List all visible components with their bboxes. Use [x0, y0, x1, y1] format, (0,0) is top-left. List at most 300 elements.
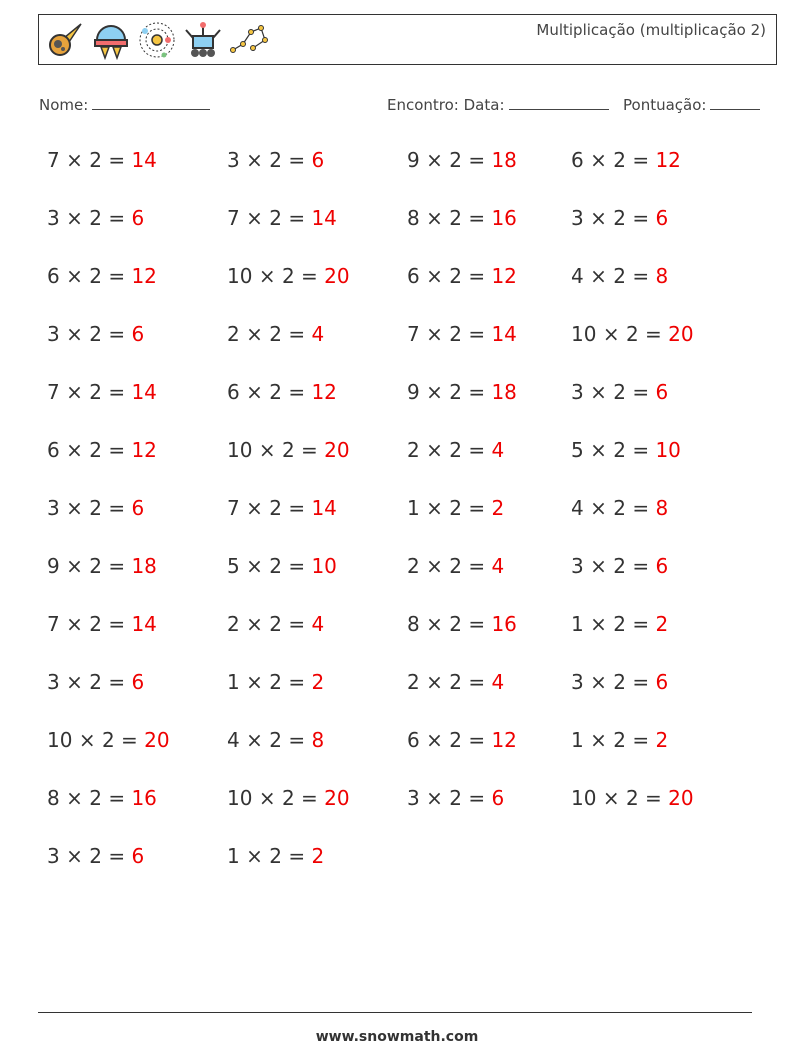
rover-robot-icon — [183, 20, 223, 60]
problem-question: 5 — [571, 438, 584, 462]
problem-question: 10 — [227, 264, 253, 288]
problem-answer: 12 — [131, 438, 157, 462]
problem-multiplier: 2 — [613, 496, 626, 520]
times-sign: × — [426, 148, 443, 172]
problem-item — [47, 786, 157, 810]
problem-item — [47, 612, 157, 636]
times-sign: × — [426, 206, 443, 230]
equals-sign: = — [108, 496, 126, 520]
times-sign: × — [246, 844, 263, 868]
problem-answer: 18 — [491, 380, 517, 404]
problem-item — [47, 264, 157, 288]
orbit-icon — [137, 20, 177, 60]
problem-item — [227, 206, 337, 230]
problem-question: 1 — [571, 612, 584, 636]
problem-multiplier: 2 — [269, 554, 282, 578]
problem-question: 7 — [47, 380, 60, 404]
problem-item — [571, 322, 694, 346]
problem-item — [47, 554, 157, 578]
problem-answer: 8 — [655, 264, 669, 288]
problem-answer: 10 — [311, 554, 337, 578]
times-sign: × — [66, 786, 83, 810]
equals-sign: = — [632, 206, 650, 230]
equals-sign: = — [288, 554, 306, 578]
problem-answer: 18 — [131, 554, 157, 578]
constellation-icon — [229, 20, 269, 60]
problem-item — [47, 438, 157, 462]
times-sign: × — [246, 670, 263, 694]
problem-item — [571, 670, 668, 694]
equals-sign: = — [468, 206, 486, 230]
equals-sign: = — [632, 380, 650, 404]
problem-item — [571, 264, 668, 288]
problem-item — [407, 438, 504, 462]
problem-multiplier: 2 — [613, 670, 626, 694]
problem-item — [571, 612, 668, 636]
problem-question: 7 — [47, 148, 60, 172]
problem-multiplier: 2 — [281, 786, 295, 810]
problem-multiplier: 2 — [269, 322, 282, 346]
problem-multiplier: 2 — [449, 264, 462, 288]
equals-sign: = — [108, 264, 126, 288]
problem-answer: 14 — [311, 206, 337, 230]
problem-answer: 14 — [131, 380, 157, 404]
problem-question: 7 — [227, 496, 240, 520]
equals-sign: = — [108, 380, 126, 404]
problem-answer: 2 — [655, 612, 669, 636]
problem-question: 5 — [227, 554, 240, 578]
times-sign: × — [426, 670, 443, 694]
equals-sign: = — [108, 206, 126, 230]
times-sign: × — [590, 380, 607, 404]
problem-multiplier: 2 — [281, 438, 295, 462]
problem-item — [47, 728, 170, 752]
times-sign: × — [590, 496, 607, 520]
problem-item — [407, 496, 504, 520]
problem-multiplier: 2 — [449, 206, 462, 230]
problem-answer: 18 — [491, 148, 517, 172]
problem-multiplier: 2 — [101, 728, 115, 752]
equals-sign: = — [468, 728, 486, 752]
problem-item — [47, 148, 157, 172]
problem-item — [47, 496, 144, 520]
problem-item — [227, 612, 324, 636]
times-sign: × — [426, 438, 443, 462]
problem-answer: 6 — [655, 670, 669, 694]
problem-item — [227, 786, 350, 810]
times-sign: × — [426, 786, 443, 810]
times-sign: × — [426, 264, 443, 288]
equals-sign: = — [288, 206, 306, 230]
problem-item — [227, 148, 324, 172]
problem-item — [407, 728, 517, 752]
problem-answer: 6 — [311, 148, 325, 172]
equals-sign: = — [288, 612, 306, 636]
times-sign: × — [246, 148, 263, 172]
times-sign: × — [426, 322, 443, 346]
problem-question: 2 — [227, 612, 240, 636]
problem-answer: 20 — [324, 264, 350, 288]
problem-question: 8 — [407, 206, 420, 230]
equals-sign: = — [632, 612, 650, 636]
problem-question: 3 — [47, 844, 60, 868]
equals-sign: = — [645, 322, 662, 346]
equals-sign: = — [288, 844, 306, 868]
problem-question: 3 — [571, 206, 584, 230]
problem-answer: 20 — [668, 322, 694, 346]
problem-answer: 2 — [655, 728, 669, 752]
problem-item — [407, 380, 517, 404]
problem-multiplier: 2 — [269, 612, 282, 636]
problem-question: 7 — [47, 612, 60, 636]
equals-sign: = — [108, 612, 126, 636]
problem-item — [47, 670, 144, 694]
problem-answer: 12 — [491, 264, 517, 288]
problem-multiplier: 2 — [613, 264, 626, 288]
problem-question: 1 — [407, 496, 420, 520]
problem-answer: 16 — [491, 206, 517, 230]
problem-item — [227, 380, 337, 404]
score-blank[interactable] — [710, 94, 760, 110]
problem-answer: 6 — [655, 206, 669, 230]
problem-answer: 20 — [324, 438, 350, 462]
problem-item — [227, 322, 324, 346]
problem-answer: 20 — [668, 786, 694, 810]
equals-sign: = — [121, 728, 138, 752]
equals-sign: = — [108, 148, 126, 172]
equals-sign: = — [645, 786, 662, 810]
problem-multiplier: 2 — [269, 670, 282, 694]
equals-sign: = — [632, 148, 650, 172]
problem-question: 6 — [47, 438, 60, 462]
problem-item — [407, 206, 517, 230]
times-sign: × — [78, 728, 96, 752]
equals-sign: = — [632, 554, 650, 578]
times-sign: × — [258, 786, 276, 810]
problem-answer: 14 — [131, 612, 157, 636]
problem-question: 6 — [571, 148, 584, 172]
problem-question: 6 — [407, 264, 420, 288]
equals-sign: = — [468, 380, 486, 404]
times-sign: × — [426, 554, 443, 578]
times-sign: × — [66, 612, 83, 636]
equals-sign: = — [301, 786, 318, 810]
problem-answer: 2 — [311, 670, 325, 694]
header-icons — [45, 20, 269, 60]
times-sign: × — [66, 670, 83, 694]
problem-multiplier: 2 — [89, 844, 102, 868]
times-sign: × — [590, 554, 607, 578]
times-sign: × — [590, 148, 607, 172]
problem-item — [407, 264, 517, 288]
times-sign: × — [246, 554, 263, 578]
problem-answer: 6 — [131, 670, 145, 694]
problem-multiplier: 2 — [89, 322, 102, 346]
problem-answer: 12 — [131, 264, 157, 288]
equals-sign: = — [288, 728, 306, 752]
problem-item — [571, 786, 694, 810]
problem-question: 3 — [47, 206, 60, 230]
equals-sign: = — [468, 438, 486, 462]
times-sign: × — [426, 728, 443, 752]
problem-multiplier: 2 — [613, 554, 626, 578]
equals-sign: = — [468, 612, 486, 636]
problem-item — [227, 438, 350, 462]
problem-multiplier: 2 — [269, 380, 282, 404]
problem-multiplier: 2 — [613, 612, 626, 636]
problem-multiplier: 2 — [281, 264, 295, 288]
times-sign: × — [246, 496, 263, 520]
problem-question: 1 — [571, 728, 584, 752]
equals-sign: = — [108, 554, 126, 578]
problem-multiplier: 2 — [625, 786, 639, 810]
problem-multiplier: 2 — [89, 786, 102, 810]
problem-multiplier: 2 — [89, 148, 102, 172]
problem-answer: 8 — [311, 728, 325, 752]
problem-item — [407, 322, 517, 346]
problem-answer: 6 — [131, 206, 145, 230]
problem-question: 9 — [47, 554, 60, 578]
times-sign: × — [590, 206, 607, 230]
times-sign: × — [66, 148, 83, 172]
problem-question: 4 — [227, 728, 240, 752]
problem-question: 1 — [227, 670, 240, 694]
problem-multiplier: 2 — [89, 670, 102, 694]
problem-question: 3 — [407, 786, 420, 810]
times-sign: × — [426, 496, 443, 520]
problem-answer: 2 — [491, 496, 505, 520]
times-sign: × — [590, 264, 607, 288]
times-sign: × — [258, 438, 276, 462]
equals-sign: = — [288, 496, 306, 520]
problem-answer: 14 — [131, 148, 157, 172]
problem-item — [227, 496, 337, 520]
problem-item — [571, 554, 668, 578]
problem-multiplier: 2 — [449, 496, 462, 520]
problem-multiplier: 2 — [449, 670, 462, 694]
problem-answer: 6 — [131, 844, 145, 868]
problem-item — [227, 670, 324, 694]
name-label: Nome: — [39, 96, 89, 114]
problem-question: 3 — [227, 148, 240, 172]
problem-multiplier: 2 — [89, 206, 102, 230]
problem-answer: 20 — [324, 786, 350, 810]
problem-question: 4 — [571, 496, 584, 520]
problem-answer: 16 — [131, 786, 157, 810]
problem-item — [407, 612, 517, 636]
problem-item — [571, 380, 668, 404]
problem-multiplier: 2 — [613, 206, 626, 230]
problem-question: 3 — [47, 322, 60, 346]
problem-item — [227, 264, 350, 288]
times-sign: × — [246, 322, 263, 346]
times-sign: × — [602, 786, 620, 810]
problem-item — [571, 148, 681, 172]
problem-multiplier: 2 — [269, 206, 282, 230]
problem-multiplier: 2 — [449, 438, 462, 462]
problem-multiplier: 2 — [89, 496, 102, 520]
problem-answer: 14 — [491, 322, 517, 346]
problem-item — [571, 728, 668, 752]
equals-sign: = — [468, 670, 486, 694]
equals-sign: = — [288, 148, 306, 172]
problem-answer: 6 — [491, 786, 505, 810]
equals-sign: = — [468, 148, 486, 172]
problem-question: 2 — [407, 554, 420, 578]
problem-question: 2 — [407, 670, 420, 694]
problem-multiplier: 2 — [269, 496, 282, 520]
times-sign: × — [426, 612, 443, 636]
problem-item — [407, 670, 504, 694]
name-blank[interactable] — [92, 94, 210, 110]
problem-question: 3 — [571, 670, 584, 694]
score-field — [623, 94, 760, 114]
worksheet-header — [38, 14, 777, 65]
equals-sign: = — [108, 322, 126, 346]
times-sign: × — [246, 612, 263, 636]
problem-multiplier: 2 — [613, 380, 626, 404]
problem-item — [407, 554, 504, 578]
times-sign: × — [66, 438, 83, 462]
times-sign: × — [602, 322, 620, 346]
equals-sign: = — [632, 728, 650, 752]
ufo-icon — [91, 20, 131, 60]
problem-multiplier: 2 — [449, 148, 462, 172]
times-sign: × — [66, 206, 83, 230]
problem-multiplier: 2 — [449, 554, 462, 578]
equals-sign: = — [468, 496, 486, 520]
name-field — [39, 94, 210, 114]
problem-item — [47, 322, 144, 346]
problem-multiplier: 2 — [89, 380, 102, 404]
problem-question: 4 — [571, 264, 584, 288]
times-sign: × — [66, 496, 83, 520]
problem-question: 7 — [227, 206, 240, 230]
problem-question: 10 — [227, 786, 253, 810]
problem-question: 8 — [407, 612, 420, 636]
equals-sign: = — [108, 438, 126, 462]
problem-question: 3 — [47, 496, 60, 520]
problem-multiplier: 2 — [449, 612, 462, 636]
times-sign: × — [66, 844, 83, 868]
problem-answer: 12 — [491, 728, 517, 752]
equals-sign: = — [632, 264, 650, 288]
problem-answer: 4 — [491, 438, 505, 462]
times-sign: × — [590, 728, 607, 752]
problem-item — [47, 206, 144, 230]
problem-multiplier: 2 — [89, 612, 102, 636]
times-sign: × — [590, 438, 607, 462]
date-blank[interactable] — [509, 94, 609, 110]
problem-multiplier: 2 — [269, 728, 282, 752]
problem-answer: 6 — [131, 496, 145, 520]
problem-answer: 6 — [655, 380, 669, 404]
problem-multiplier: 2 — [613, 148, 626, 172]
equals-sign: = — [301, 264, 318, 288]
date-label: Encontro: Data: — [387, 96, 505, 114]
problem-item — [227, 844, 324, 868]
equals-sign: = — [301, 438, 318, 462]
problem-multiplier: 2 — [449, 728, 462, 752]
problem-item — [227, 554, 337, 578]
problem-multiplier: 2 — [269, 844, 282, 868]
times-sign: × — [246, 728, 263, 752]
equals-sign: = — [632, 670, 650, 694]
equals-sign: = — [468, 322, 486, 346]
problem-multiplier: 2 — [449, 322, 462, 346]
problem-item — [47, 380, 157, 404]
footer-url: www.snowmath.com — [315, 1029, 479, 1045]
times-sign: × — [66, 264, 83, 288]
problem-answer: 4 — [311, 322, 325, 346]
problem-question: 10 — [571, 322, 597, 346]
equals-sign: = — [288, 380, 306, 404]
problem-question: 2 — [227, 322, 240, 346]
problem-item — [571, 206, 668, 230]
problem-answer: 6 — [655, 554, 669, 578]
problem-answer: 12 — [311, 380, 337, 404]
problem-multiplier: 2 — [269, 148, 282, 172]
worksheet-title: Multiplicação (multiplicação 2) — [536, 21, 766, 39]
problem-answer: 6 — [131, 322, 145, 346]
equals-sign: = — [468, 554, 486, 578]
problem-answer: 10 — [655, 438, 681, 462]
problem-question: 6 — [227, 380, 240, 404]
times-sign: × — [590, 612, 607, 636]
problem-answer: 14 — [311, 496, 337, 520]
problem-question: 10 — [227, 438, 253, 462]
problem-answer: 12 — [655, 148, 681, 172]
comet-icon — [45, 20, 85, 60]
problem-answer: 4 — [491, 554, 505, 578]
problem-multiplier: 2 — [625, 322, 639, 346]
problem-answer: 16 — [491, 612, 517, 636]
problem-multiplier: 2 — [89, 438, 102, 462]
problem-item — [227, 728, 324, 752]
equals-sign: = — [632, 496, 650, 520]
problem-item — [47, 844, 144, 868]
equals-sign: = — [468, 264, 486, 288]
footer-divider — [38, 1012, 752, 1013]
problem-answer: 8 — [655, 496, 669, 520]
equals-sign: = — [108, 786, 126, 810]
problem-question: 3 — [571, 380, 584, 404]
times-sign: × — [426, 380, 443, 404]
problem-question: 7 — [407, 322, 420, 346]
problem-item — [407, 786, 504, 810]
equals-sign: = — [108, 670, 126, 694]
problem-question: 6 — [407, 728, 420, 752]
problem-item — [407, 148, 517, 172]
times-sign: × — [66, 322, 83, 346]
problem-question: 10 — [571, 786, 597, 810]
problem-question: 6 — [47, 264, 60, 288]
times-sign: × — [246, 380, 263, 404]
problem-item — [571, 496, 668, 520]
equals-sign: = — [108, 844, 126, 868]
equals-sign: = — [288, 322, 306, 346]
problem-multiplier: 2 — [613, 438, 626, 462]
date-field — [387, 94, 609, 114]
problem-answer: 4 — [491, 670, 505, 694]
problem-item — [571, 438, 681, 462]
problem-multiplier: 2 — [89, 264, 102, 288]
problem-multiplier: 2 — [449, 786, 462, 810]
problem-question: 8 — [47, 786, 60, 810]
problem-question: 10 — [47, 728, 73, 752]
problem-question: 3 — [571, 554, 584, 578]
problem-question: 2 — [407, 438, 420, 462]
